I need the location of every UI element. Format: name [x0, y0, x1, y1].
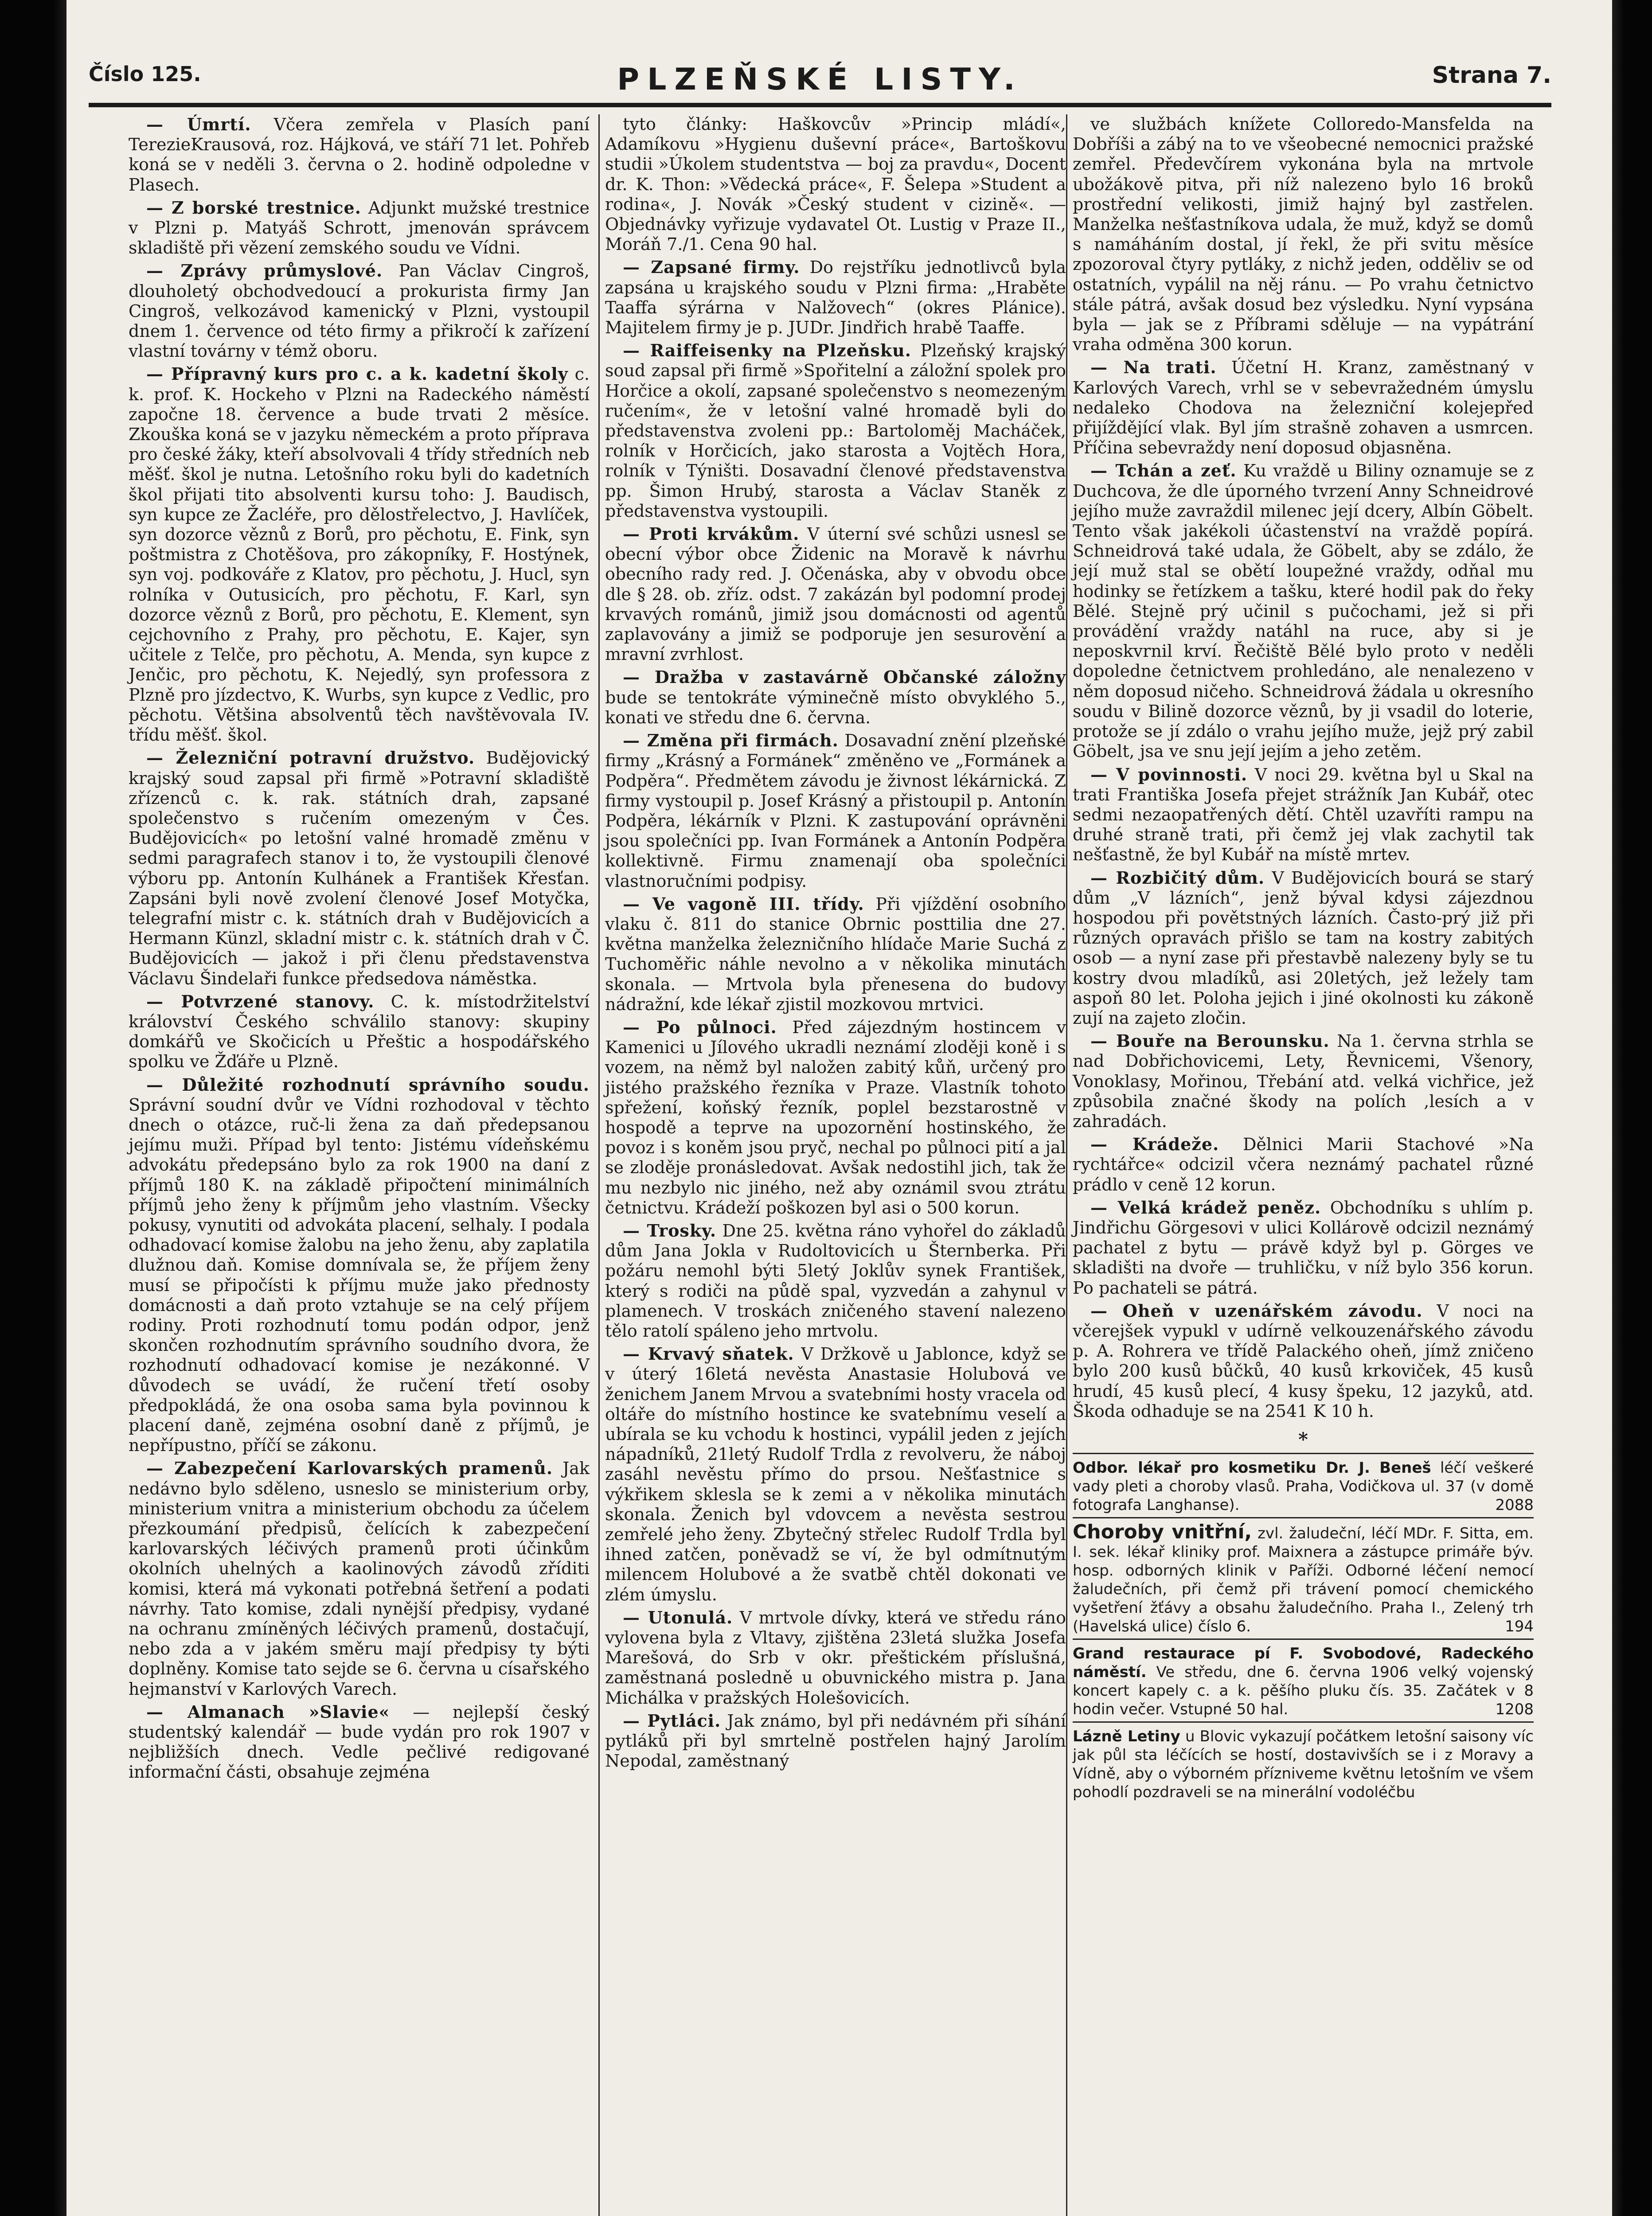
advertisement — [1073, 1459, 1534, 1514]
news-headline: — Velká krádež peněz. — [1090, 1197, 1321, 1217]
news-text: V noci 29. května byl u Skal na trati Františka Josefa přejet strážník Jan Kubář, otec sedmi nezaopatřených dětí. Chtěl uzavříti rampu na druhé straně trati, při čemž jej vlak zachytil tak nešťastně, že byl Kubář na místě mrtev. — [1073, 765, 1534, 865]
ad-lead: Odbor. lékař pro kosmetiku Dr. J. Beneš — [1073, 1459, 1431, 1477]
ad-text: Ve středu, dne 6. června 1906 velký vojenský koncert kapely c. a k. pěšího pluku čís. 35. Začátek v 8 hodin večer. Vstupné 50 hal. — [1073, 1663, 1534, 1719]
news-item — [605, 257, 1066, 338]
news-headline: — Na trati. — [1090, 357, 1217, 378]
news-item — [605, 1344, 1066, 1605]
news-text: V mrtvole dívky, která ve středu ráno vylovena byla z Vltavy, zjištěna 23letá služka Josefa Marešová, do Srb v okr. přeštickém příslušná, zaměstnaná posledně u obuvnického mistra p. Jana Michálka v pražských Holešovicích. — [605, 1607, 1066, 1708]
news-text: Správní soudní dvůr ve Vídni rozhodoval v těchto dnech o otázce, ruč-li žena za daň předepsanou jejímu muži. Případ byl tento: Jistému vídeňskému advokátu předepsáno bylo za rok 1900 na daní z příjmů 180 K. na základě připočtení minimálních příjmů jeho ženy k příjmům jeho vlastním. Všecky pokusy, vynutiti od advokáta placení, selhaly. I podala odhadovací komise žalobu na jeho ženu, aby zaplatila dlužnou daň. Komise domnívala se, že příjem ženy musí se připočísti k příjmu muže jako přednosty domácnosti a daň proto vztahuje se na celý příjem rodiny. Proti rozhodnutí tomu podán odpor, jenž skončen rozhodnutím správního soudního dvora, že rozhodnutí odhadovací komise je nezákonné. V důvodech se uvádí, že ručení třetí osoby předpokládá, že ona osoba sama byla povinnou k placení daně, zejména osobní daně z příjmů, je nepřípustno, příčí se zákonu. — [129, 1095, 590, 1455]
page-number: Strana 7. — [1432, 62, 1551, 89]
news-text: Adjunkt mužské trestnice v Plzni p. Matyáš Schrott, jmenován správcem skladiště při vězení zemského soudu ve Vídni. — [129, 198, 590, 258]
news-headline: — Oheň v uzenářském závodu. — [1090, 1300, 1423, 1321]
column-divider — [598, 114, 600, 2216]
news-item — [605, 1221, 1066, 1341]
news-text: V noci na včerejšek vypukl v udírně velkouzenářského závodu p. A. Rohrera ve třídě Palackého oheň, jímž zničeno bylo 200 kusů bůčků, 40 kusů krkoviček, 45 kusů hrudí, 45 kusů plecí, 4 kusy špeku, 12 jazyků, atd. Škoda odhaduje se na 2541 K 10 h. — [1073, 1301, 1534, 1421]
news-item — [1073, 1301, 1534, 1421]
news-headline: — Krvavý sňatek. — [623, 1344, 794, 1364]
news-headline: — Dražba v zastavárně Občanské záložny — [623, 667, 1066, 687]
news-item — [1073, 357, 1534, 458]
news-text: V Budějovicích bourá se starý dům „V lázních“, jenž býval kdysi zájezdnou hospodou při povětstných lázních. Často-prý již při různých opravách přišlo se tam na kostry zabitých osob — a nyní zase při přestavbě nalezeny byly se tu kostry dvou mladíků, asi 20letých, jež ležely tam aspoň 80 let. Poloha jejich i jiné okolnosti ku zákoně zují na zajeto zločin. — [1073, 868, 1534, 1028]
news-item — [1073, 765, 1534, 865]
news-item — [605, 524, 1066, 664]
news-headline: — Zprávy průmyslové. — [146, 261, 383, 281]
news-item — [129, 114, 590, 195]
news-text: ve službách knížete Colloredo-Mansfelda na Dobříši a zábý na to ve všeobecné nemocnici pražské zemřel. Předevčírem vykonána byla na mrtvole ubožákově pitva, při níž nalezeno bylo 16 broků prostřední velikosti, jimiž hajný byl zastřelen. Manželka nešťastníkova udala, že muž, když se domů s namáháním dostal, jí řekl, že při svitu měsíce zpozoroval čtyry pytláky, z nichž jeden, odděliv se od ostatních, vypálil na něj ránu. — Po vrahu četnictvo stále pátrá, avšak dosud bez výsledku. Nyní vypsána byla — jak se z Příbrami sděluje — na vypátrání vraha odměna 300 korun. — [1073, 114, 1534, 355]
news-headline: — Almanach »Slavie« — [146, 1701, 390, 1722]
masthead — [89, 53, 1551, 102]
news-item — [605, 667, 1066, 728]
issue-number: Číslo 125. — [89, 62, 201, 86]
news-item — [1073, 460, 1534, 761]
news-headline: — Raiffeisenky na Plzeňsku. — [623, 340, 912, 361]
ad-rule — [1073, 1453, 1534, 1454]
news-headline: — Bouře na Berounsku. — [1090, 1031, 1330, 1051]
news-text: Budějovický krajský soud zapsal při firmě »Potravní skladiště zřízenců c. k. rak. státních drah, zapsané společenstvo s ručením omezeným v Čes. Budějovicích« po letošní valné hromadě změnu v sedmi paragrafech stanov i to, že vystoupili členové výboru pp. Antonín Kulhánek a František Křesťan. Zapsáni byli nově zvolení členové Josef Motyčka, telegrafní mistr c. k. státních drah v Budějovicích a Hermann Künzl, skladní mistr c. k. státních drah v Č. Budějovicích — jakož i při členu představenstva Václavu Šindelaři funkce předsedova náměstka. — [129, 748, 590, 988]
news-text: V úterní své schůzi usnesl se obecní výbor obce Židenic na Moravě k návrhu obecního rady red. J. Očenáska, aby v obvodu obce dle § 28. ob. zříz. odst. 7 zakázán byl podomní prodej krvavých románů, jimiž jsou domácnosti od agentů zaplavovány a jimiž se podporuje jen sesurovění a mravní zvrhlost. — [605, 524, 1066, 664]
news-text: Obchodníku s uhlím p. Jindřichu Görgesovi v ulici Kollárově odcizil neznámý pachatel z bytu — právě když byl p. Görges ve skladišti na dvoře — truhličku, v níž bylo 356 korun. Po pachateli se pátrá. — [1073, 1198, 1534, 1298]
advertisement — [1073, 1727, 1534, 1802]
news-item — [129, 991, 590, 1072]
news-text: Pan Václav Cingroš, dlouholetý obchodvedoucí a prokurista firmy Jan Cingroš, velkozávod kamenický v Plzni, vystoupil dnem 1. července od této firmy a přikročí k zařízení vlastní továrny v témž oboru. — [129, 261, 590, 361]
news-headline: — Pytláci. — [623, 1710, 721, 1731]
header-rule — [89, 103, 1551, 107]
news-item — [129, 364, 590, 745]
news-text: Na 1. června strhla se nad Dobřichovicemi, Lety, Řevnicemi, Všenory, Vonoklasy, Mořinou, Třebání atd. velká vichřice, jež způsobila značné škody na polích ,lesích a v zahradách. — [1073, 1031, 1534, 1131]
news-headline: — Důležité rozhodnutí správního soudu. — [146, 1074, 590, 1095]
news-text: c. k. prof. K. Hockeho v Plzni na Radeckého náměstí započne 18. července a bude trvati 2 měsíce. Zkouška koná se v jazyku německém a proto příprava pro české žáky, kteří absolvovali 4 třídy středních neb měšť. škol je nutna. Letošního roku byli do kadetních škol přijati tito absolventi kursu toho: J. Baudisch, syn kupce ze Žacléře, pro dělostřelectvo, J. Havlíček, syn dozorce věznů z Borů, pro pěchotu, E. Fink, syn poštmistra z Chotěšova, pro zákopníky, F. Hostýnek, syn voj. podkováře z Klatov, pro pěchotu, J. Hucl, syn rolníka v Outusicích, pro pěchotu, F. Karl, syn dozorce věznů z Borů, pro pěchotu, E. Klement, syn cejchovního z Prahy, pro pěchotu, E. Kajer, syn učitele z Telče, pro pěchotu, A. Menda, syn kupce z Jenčic, pro pěchotu, K. Nejedlý, syn professora z Plzně pro jízdectvo, K. Wurbs, syn kupce z Vedlic, pro pěchotu. Většina absolventů těch navštěvovala IV. třídu měšť. škol. — [129, 364, 590, 745]
news-headline: — Potvrzené stanovy. — [146, 991, 375, 1011]
ad-lead: Choroby vnitřní, — [1073, 1521, 1252, 1544]
ad-text: zvl. žaludeční, léčí MDr. F. Sitta, em. I. sek. lékař kliniky prof. Maixnera a zástupce primáře býv. hosp. odborných klinik v Paříži. Odborné léčení nemocí žaludečních, při čemž při trávení pomocí chemického vyšetření žťávy a obsahu žaludečního. Praha I., Zelený trh (Havelská ulice) číslo 6. — [1073, 1525, 1534, 1636]
news-text: Jak známo, byl při nedávném při síhání pytláků při byl smrtelně postřelen hajný Jarolím Nepodal, zaměstnaný — [605, 1711, 1066, 1771]
news-text: C. k. místodržitelství království Českého schválilo stanovy: skupiny domkářů ve Skočicích u Přeštic a hospodářského spolku ve Žďáře u Plzně. — [129, 991, 590, 1072]
news-item — [605, 1017, 1066, 1218]
news-text: Jak nedávno bylo sděleno, usneslo se ministerium orby, ministerium vnitra a ministerium obchodu za účelem přezkoumání předpisů, čelících k zabezpečení karlovarských léčivých pramenů proti účinkům okolních uhelných a kaolinových závodů zříditi komisi, která má vykonati potřebná šetření a podati návrhy. Tato komise, zdali nynější předpisy, vydané na ochranu zmíněných léčivých pramenů, dostačují, nebo zda a v jakém směru mají předpisy ty býti doplněny. Komise tato sejde se 6. června u císařského hejmanství v Karlových Varech. — [129, 1459, 590, 1699]
advertisement — [1073, 1523, 1534, 1636]
news-headline: — V povinnosti. — [1090, 764, 1248, 784]
ad-lead: Grand restaurace pí F. Svobodové, Radeckého náměstí. — [1073, 1645, 1534, 1682]
news-item — [605, 1711, 1066, 1771]
news-headline: — Z borské trestnice. — [146, 197, 361, 218]
news-item — [605, 894, 1066, 1014]
news-text: bude se tentokráte výminečně místo obvyklého 5., konati ve středu dne 6. června. — [605, 687, 1066, 727]
news-item — [129, 748, 590, 988]
news-text: Dosavadní znění plzeňské firmy „Krásný a Formánek“ změněno ve „Formánek a Podpěra“. Předmětem závodu je živnost lékárnická. Z firmy vystoupil p. Josef Krásný a přistoupil p. Antonín Podpěra, lékárník v Plzni. K zastupování oprávněni jsou společníci pp. Ivan Formánek a Antonín Podpěra kollektivně. Firmu znamenají oba společníci vlastnoručními podpisy. — [605, 731, 1066, 891]
news-headline: — Utonulá. — [623, 1607, 733, 1627]
news-item — [1073, 1031, 1534, 1131]
column-divider — [1066, 114, 1067, 2216]
column-2 — [605, 114, 1066, 1771]
news-text: tyto články: Haškovcův »Princip mládí«, Adamíkovu »Hygienu duševní práce«, Bartoškovu studii »Úkolem studentstva — boj za pravdu«, Docent dr. K. Thon: »Vědecká práce«, F. Šelepa »Student a rodina«, J. Novák »Český student v cizině«. — Objednávky vyřizuje vydavatel Ot. Lustig v Praze II., Moráň 7./1. Cena 90 hal. — [605, 114, 1066, 254]
news-item — [129, 1075, 590, 1456]
ad-number: 2088 — [1495, 1496, 1534, 1514]
news-headline: — Přípravný kurs pro c. a k. kadetní školy — [146, 364, 568, 384]
news-text: Dne 25. května ráno vyhořel do základů dům Jana Jokla v Rudoltovicích u Šternberka. Při požáru nemohl býti 5letý Joklův synek František, který s rodiči na půdě spal, vyzvedán a zahynul v plamenech. V troskách zničeného stavení nalezeno tělo ratolí spáleno jeho mrtvolu. — [605, 1221, 1066, 1341]
news-item — [605, 730, 1066, 891]
news-headline: — Změna při firmách. — [623, 730, 839, 751]
news-headline: — Krádeže. — [1090, 1134, 1219, 1155]
ad-text: léčí veškeré vady pleti a choroby vlasů. Praha, Vodičkova ul. 37 (v domě fotografa Langhanse). — [1073, 1459, 1534, 1514]
news-text: V Držkově u Jablonce, když se v úterý 16letá nevěsta Anastasie Holubová ve ženichem Janem Mrvou a svatebními hosty vracela od oltáře do místního hostince ke svatebnímu veselí a ubírala se ku vchodu k hostinci, vypálil jeden z jejích nápadníků, 21letý Rudolf Trdla z revolveru, že náboj zasáhl nevěstu přímo do prsou. Nešťastnice s výkřikem sklesla se k zemi a v několika minutách skonala. Ženich byl vdovcem a nevěsta sestrou zemřelé jeho ženy. Zbytečný střelec Rudolf Trdla byl ihned zatčen, poněvadž se ví, že byl odmítnutým milencem Holubové a že svatbě chtěl dokonati ve zlém úmyslu. — [605, 1344, 1066, 1604]
news-item — [605, 114, 1066, 254]
news-item — [1073, 1198, 1534, 1298]
advertisement — [1073, 1644, 1534, 1719]
news-text: Při vjíždění osobního vlaku č. 811 do stanice Obrnic posttilia dne 27. května manželka železničního hlídače Marie Suchá z Tuchoměřic náhle nevolno a v několika minutách skonala. — Mrtvola byla přenesena do budovy nádražní, kde lékař zjistil mozkovou mrtvici. — [605, 894, 1066, 1014]
news-item — [129, 1458, 590, 1699]
news-headline: — Úmrtí. — [146, 114, 251, 134]
news-headline: — Po půlnoci. — [623, 1017, 777, 1037]
news-text: Včera zemřela v Plasích paní TerezieKrausová, roz. Hájková, ve stáří 71 let. Pohřeb koná se v neděli 3. června o 2. hodině odpoledne v Plasech. — [129, 115, 590, 195]
news-text: Ku vraždě u Biliny oznamuje se z Duchcova, že dle úporného tvrzení Anny Schneidrové jejího muže zavraždil milenec její dcery, Albín Göbelt. Tento však jakékoli účastenství na vraždě popírá. Schneidrová také udala, že Göbelt, aby se zdálo, že její muž stal se obětí loupežné vraždy, odňal mu hodinky se řetízkem a tašku, které hodil pak do řeky Bělé. Stejně prý učinil s pučochami, jež si při provádění vraždy natáhl na ruce, aby si je neposkvrnil krví. Řečiště Bělé bylo proto v neděli dopoledne četnictvem prohledáno, ale nenalezeno v něm doposud ničeho. Schneidrová žádala u okresního soudu v Bilině dozorce věznů, by ji vsadil do loterie, protože se jí zdálo o vrahu jejího muže, jejž prý zabil Göbelt, jsa ve snu její jejím a jeho zetěm. — [1073, 461, 1534, 761]
column-3-articles — [1073, 114, 1534, 1421]
ad-number: 1208 — [1495, 1701, 1534, 1719]
news-headline: — Trosky. — [623, 1220, 717, 1241]
ad-rule — [1073, 1639, 1534, 1640]
news-item — [129, 1702, 590, 1783]
ad-text: u Blovic vykazují počátkem letošní saisony víc jak půl sta léčících se hostí, dostavivších se i z Moravy a Vídně, aby o výborném přízniveme květnu letošním ve všem pohodlí pozdraveli se na minerální vodoléčbu — [1073, 1728, 1534, 1802]
advertisements — [1073, 1453, 1534, 1802]
news-text: Účetní H. Kranz, zaměstnaný v Karlových Varech, vrhl se v sebevražedném úmyslu nedaleko Chodova na železniční kolejepřed přijíždějící vlak. Byl jím strašně zohaven a usmrcen. Příčina sebevraždy není doposud objasněna. — [1073, 358, 1534, 458]
news-item — [129, 261, 590, 361]
news-headline: — Železniční potravní družstvo. — [146, 748, 475, 768]
news-item — [1073, 868, 1534, 1029]
news-item — [605, 1607, 1066, 1708]
news-item — [1073, 1134, 1534, 1195]
separator-star: * — [1298, 1428, 1308, 1450]
ad-rule — [1073, 1721, 1534, 1723]
news-text: — nejlepší český studentský kalendář — bude vydán pro rok 1907 v nejbližších dnech. Vedle pečlivé redigované informační části, obsahuje zejména — [129, 1702, 590, 1782]
news-text: Dělnici Marii Stachové »Na rychtářce« odcizil včera neznámý pachatel různé prádlo v ceně 12 korun. — [1073, 1135, 1534, 1194]
ad-number: 194 — [1505, 1618, 1534, 1636]
news-item — [129, 198, 590, 258]
news-headline: — Rozbičitý dům. — [1090, 867, 1265, 888]
news-headline: — Tchán a zeť. — [1090, 460, 1237, 481]
news-text: Plzeňský krajský soud zapsal při firmě »Spořitelní a záložní spolek pro Horčice a okolí, zapsané společenstvo s neomezeným ručením«, že v letošní valné hromadě byli do představenstva zvoleni pp.: Bartoloměj Macháček, rolník v Horčicích, jako starosta a Vojtěch Hora, rolník v Týništi. Dosavadní členové představenstva pp. Šimon Hrubý, starosta a Václav Staněk z představenstva vystoupili. — [605, 341, 1066, 521]
newspaper-title: PLZEŇSKÉ LISTY. — [617, 62, 1023, 97]
news-item — [1073, 114, 1534, 355]
news-text: Před zájezdným hostincem v Kamenici u Jílového ukradli neznámí zloději koně i s vozem, na němž byl naložen zabitý kůň, určený pro jistého pražského řezníka v Praze. Vlastník tohoto spřežení, koňský řezník, poplel bezstarostně v hospodě a teprve na upozornění hostinského, že povoz i s koněm jsou pryč, nechal po půlnoci pití a jal se zloděje pronásledovat. Avšak nedostihl jich, tak že mu nezbylo nic jiného, než aby oznámil svou ztrátu četnictvu. Krádeží poškozen byl asi o 500 korun. — [605, 1017, 1066, 1217]
scan-border-left — [0, 0, 66, 2216]
ad-lead: Lázně Letiny — [1073, 1728, 1180, 1746]
news-headline: — Zabezpečení Karlovarských pramenů. — [146, 1458, 553, 1479]
column-3 — [1073, 114, 1534, 1802]
ad-rule — [1073, 1517, 1534, 1518]
news-text: Do rejstříku jednotlivců byla zapsána u krajského soudu v Plzni firma: „Hraběte Taaffa sýrárna v Nalžovech“ (okres Plánice). Majitelem firmy je p. JUDr. Jindřich hrabě Taaffe. — [605, 257, 1066, 338]
news-headline: — Ve vagoně III. třídy. — [623, 893, 864, 914]
scan-border-right — [1612, 0, 1652, 2216]
news-headline: — Proti krvákům. — [623, 524, 800, 544]
column-1 — [129, 114, 590, 1783]
news-headline: — Zapsané firmy. — [623, 257, 800, 277]
news-item — [605, 340, 1066, 521]
